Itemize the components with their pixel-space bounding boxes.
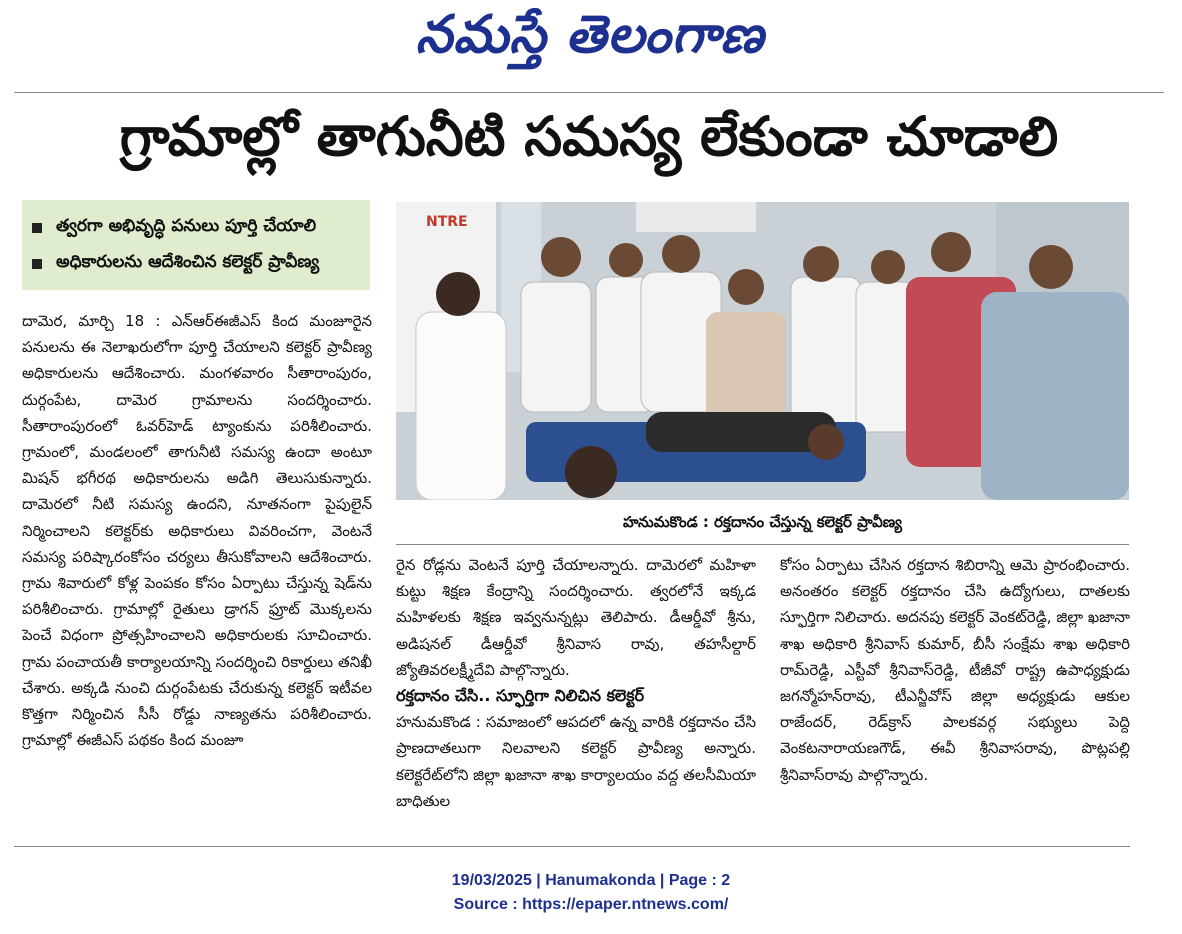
highlights-box <box>22 200 370 290</box>
highlight-item <box>32 210 360 246</box>
article-headline: గ్రామాల్లో తాగునీటి సమస్య లేకుండా చూడాలి <box>119 104 1059 168</box>
body-paragraph: హనుమకొండ : సమాజంలో ఆపదలో ఉన్న వారికి రక్తదానం చేసి ప్రాణదాతలుగా నిలవాలని కలెక్టర్ ప్రావీణ్య అన్నారు. కలెక్టరేట్‌లోని జిల్లా ఖజానా శాఖ కార్యాలయం వద్ద తలసీమియా బాధితుల <box>396 713 756 810</box>
masthead-logo: నమస్తే తెలంగాణ <box>415 6 765 65</box>
photo-caption: హనుమకొండ : రక్తదానం చేస్తున్న కలెక్టర్ ప్రావీణ్య <box>622 513 903 531</box>
body-paragraph: దామెర, మార్చి 18 : ఎన్ఆర్ఈజీఎస్ కింద మంజూరైన పనులను ఈ నెలాఖరులోగా పూర్తి చేయాలని కలెక్టర్ ప్రావీణ్య అధికారులను ఆదేశించారు. మంగళవారం సీతారాంపురం, దుర్గంపేట, దామెర గ్రామాలను సందర్శించారు. సీతారాంపురంలో ఓవర్‌హెడ్ ట్యాంకును పరిశీలించారు. గ్రామంలో, మండలంలో తాగునీటి సమస్య ఉందా అంటూ మిషన్ భగీరథ అధికారులను అడిగి తెలుసుకున్నారు. దామెరలో నీటి సమస్య ఉందని, నూతనంగా పైపులైన్ నిర్మించాలని కలెక్టర్‌కు అధికారులు వివరించగా, వెంటనే సమస్య పరిష్కారంకోసం చర్యలు తీసుకోవాలని ఆదేశించారు. గ్రామ శివారులో కోళ్ల పెంపకం కోసం ఏర్పాటు చేస్తున్న షెడ్‌ను పరిశీలించారు. గ్రామాల్లో రైతులు డ్రాగన్ ఫ్రూట్ మొక్కలను పెంచే విధంగా ప్రోత్సహించాలని అధికారులకు సూచించారు. గ్రామ పంచాయతీ కార్యాలయాన్ని సందర్శించి రికార్డులు తనిఖీ చేశారు. అక్కడి నుంచి దుర్గంపేటకు చేరుకున్న కలెక్టర్ ఇటీవల కొత్తగా నిర్మించిన సీసీ రోడ్డు నాణ్యతను పరిశీలించారు. గ్రామాల్లో ఈజీఎస్ పథకం కింద మంజూ <box>22 312 372 750</box>
column-divider <box>396 544 1129 545</box>
blood-donation-photo-illustration <box>396 202 1129 500</box>
highlight-item <box>32 246 360 282</box>
sub-heading: రక్తదానం చేసి.. స్ఫూర్తిగా నిలిచిన కలెక్టర్ <box>396 686 645 706</box>
bottom-divider <box>14 846 1130 847</box>
top-divider <box>14 92 1164 93</box>
body-paragraph: కోసం ఏర్పాటు చేసిన రక్తదాన శిబిరాన్ని ఆమె ప్రారంభించారు. అనంతరం కలెక్టర్ రక్తదానం చేసి ఉద్యోగులు, దాతలకు స్ఫూర్తిగా నిలిచారు. అదనపు కలెక్టర్ వెంకట్‌రెడ్డి, జిల్లా ఖజానా శాఖ అధికారి శ్రీనివాస్ కుమార్, బీసీ సంక్షేమ శాఖ అధికారి రామ్‌రెడ్డి, ఎస్టీవో శ్రీనివాస్‌రెడ్డి, టీజీవో రాష్ట్ర ఉపాధ్యక్షుడు జగన్మోహన్‌రావు, టీఎన్జీవోస్ జిల్లా అధ్యక్షుడు ఆకుల రాజేందర్, రెడ్‌క్రాస్ పాలకవర్గ సభ్యులు పెద్ది వెంకటనారాయణగౌడ్, ఈవీ శ్రీనివాసరావు, పొట్లపల్లి శ్రీనివాస్‌రావు పాల్గొన్నారు. <box>780 556 1130 784</box>
footer-source: Source : https://epaper.ntnews.com/ <box>453 896 729 913</box>
article-column-2 <box>396 552 756 842</box>
news-photo <box>396 202 1129 500</box>
footer-dateline: 19/03/2025 | Hanumakonda | Page : 2 <box>451 872 731 889</box>
article-column-1 <box>22 308 372 838</box>
body-paragraph: రైన రోడ్లను వెంటనే పూర్తి చేయాలన్నారు. దామెరలో మహిళా కుట్టు శిక్షణ కేంద్రాన్ని సందర్శించారు. త్వరలోనే ఇక్కడ మహిళలకు శిక్షణ ఇవ్వనున్నట్లు తెలిపారు. డీఆర్డీవో శ్రీను, అడిషనల్ డీఆర్డీవో శ్రీనివాస రావు, తహసీల్దార్ జ్యోతివరలక్ష్మీదేవి పాల్గొన్నారు. <box>396 556 756 679</box>
square-bullet-icon <box>32 259 42 269</box>
highlight-text: అధికారులను ఆదేశించిన కలెక్టర్ ప్రావీణ్య <box>56 252 320 272</box>
article-column-3 <box>780 552 1130 842</box>
square-bullet-icon <box>32 223 42 233</box>
photo-sign-text: NTRE <box>426 214 468 230</box>
highlight-text: త్వరగా అభివృద్ధి పనులు పూర్తి చేయాలి <box>56 216 317 236</box>
